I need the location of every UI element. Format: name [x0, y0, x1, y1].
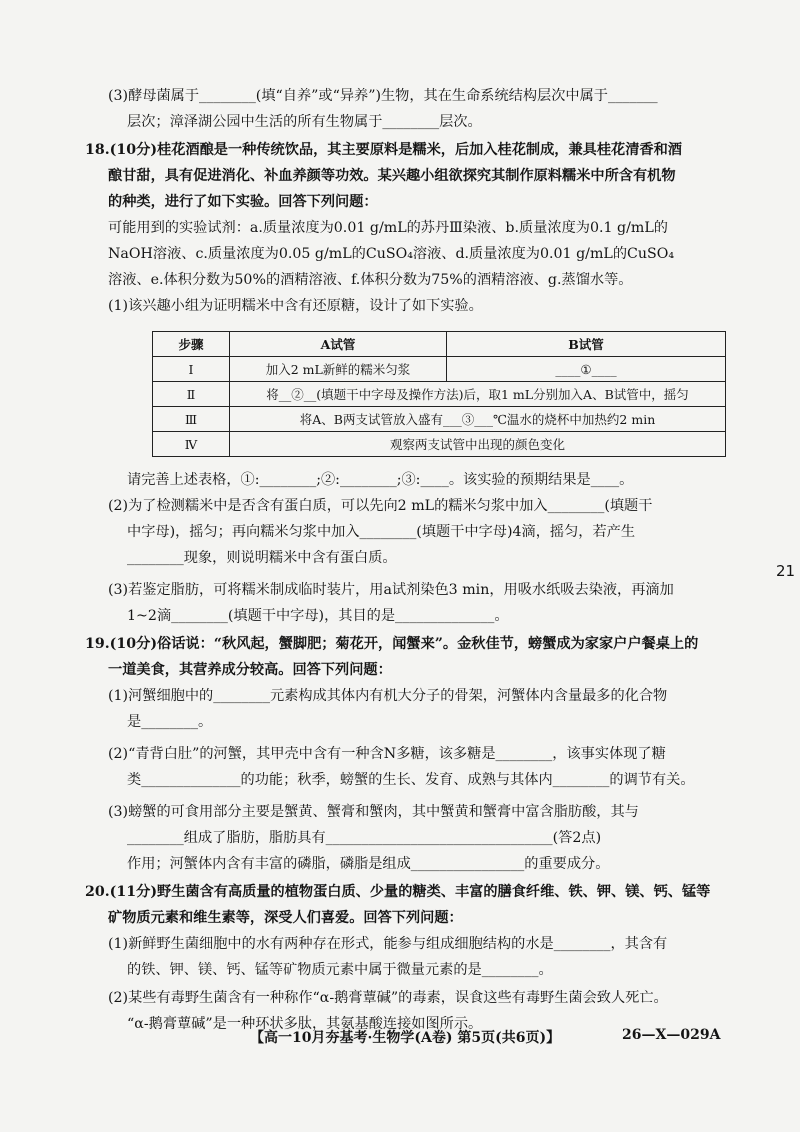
text-line: 20.(11分)野生菌含有高质量的植物蛋白质、少量的糖类、丰富的膳食纤维、铁、钾、镁、钙、锰等	[85, 884, 711, 900]
text-line: NaOH溶液、c.质量浓度为0.05 g/mL的CuSO₄溶液、d.质量浓度为0.01 g/mL的CuSO₄	[108, 246, 675, 262]
step-cell: Ⅲ	[153, 407, 230, 432]
text-line: 19.(10分)俗话说：“秋风起，蟹脚肥；菊花开，闻蟹来”。金秋佳节，螃蟹成为家家户户餐桌上的	[85, 636, 699, 652]
text-line: (2)为了检测糯米中是否含有蛋白质，可以先向2 mL的糯米匀浆中加入________(填题干	[108, 498, 653, 514]
step-cell: Ⅱ	[153, 382, 230, 407]
tube-b-cell: ____①____	[447, 357, 726, 382]
text-line: 1~2滴________(填题干中字母)，其目的是______________。	[127, 608, 509, 624]
text-line: (3)若鉴定脂肪，可将糯米制成临时装片，用a试剂染色3 min，用吸水纸吸去染液，再滴加	[108, 582, 674, 598]
text-line: 可能用到的实验试剂：a.质量浓度为0.01 g/mL的苏丹Ⅲ染液、b.质量浓度为0.1 g/mL的	[108, 220, 668, 236]
text-line: 酿甘甜，具有促进消化、补血养颜等功效。某兴趣小组欲探究其制作原料糯米中所含有机物	[108, 168, 676, 184]
text-line: (3)酵母菌属于________(填“自养”或“异养”)生物，其在生命系统结构层次中属于_______	[108, 88, 658, 104]
table-row	[153, 357, 726, 382]
text-line: 层次；漳泽湖公园中生活的所有生物属于________层次。	[127, 114, 482, 130]
text-line: ________现象，则说明糯米中含有蛋白质。	[127, 550, 397, 566]
footer-code: 26—X—029A	[622, 1027, 721, 1043]
text-line: (1)该兴趣小组为证明糯米中含有还原糖，设计了如下实验。	[108, 298, 483, 314]
table-row	[153, 432, 726, 457]
text-line: 作用；河蟹体内含有丰富的磷脂，磷脂是组成________________的重要成分。	[127, 856, 610, 872]
text-line: 是________。	[127, 714, 213, 730]
header-step: 步骤	[153, 332, 230, 357]
merged-cell: 观察两支试管中出现的颜色变化	[230, 432, 726, 457]
table-header-row	[153, 332, 726, 357]
tube-a-cell: 加入2 mL新鲜的糯米匀浆	[230, 357, 447, 382]
merged-cell: 将__②__(填题干中字母及操作方法)后，取1 mL分别加入A、B试管中，摇匀	[230, 382, 726, 407]
text-line: 的铁、钾、镁、钙、锰等矿物质元素中属于微量元素的是________。	[127, 962, 553, 978]
side-page-marker: 21	[776, 562, 796, 580]
text-line: 请完善上述表格，①:________;②:________;③:____。该实验的预期结果是____。	[127, 472, 634, 488]
text-line: 中字母)，摇匀；再向糯米匀浆中加入________(填题干中字母)4滴，摇匀，若产生	[127, 524, 636, 540]
text-line: (3)螃蟹的可食用部分主要是蟹黄、蟹膏和蟹肉，其中蟹黄和蟹膏中富含脂肪酸，其与	[108, 804, 639, 820]
text-line: “α-鹅膏蕈碱”是一种环状多肽，其氨基酸连接如图所示。	[127, 1016, 483, 1032]
text-line: (1)新鲜野生菌细胞中的水有两种存在形式，能参与组成细胞结构的水是________，其含有	[108, 936, 668, 952]
text-line: 矿物质元素和维生素等，深受人们喜爱。回答下列问题：	[108, 910, 463, 926]
header-tube-a: A试管	[230, 332, 447, 357]
merged-cell: 将A、B两支试管放入盛有___③___℃温水的烧杯中加热约2 min	[230, 407, 726, 432]
step-cell: Ⅳ	[153, 432, 230, 457]
text-line: (2)某些有毒野生菌含有一种称作“α-鹅膏蕈碱”的毒素，误食这些有毒野生菌会致人死亡。	[108, 990, 668, 1006]
step-cell: Ⅰ	[153, 357, 230, 382]
text-line: 类______________的功能；秋季，螃蟹的生长、发育、成熟与其体内________的调节有关。	[127, 772, 695, 788]
text-line: (1)河蟹细胞中的________元素构成其体内有机大分子的骨架，河蟹体内含量最多的化合物	[108, 688, 668, 704]
text-line: 溶液、e.体积分数为50%的酒精溶液、f.体积分数为75%的酒精溶液、g.蒸馏水等。	[108, 272, 633, 288]
text-line: ________组成了脂肪，脂肪具有________________________________(答2点)	[127, 830, 602, 846]
text-line: 18.(10分)桂花酒酿是一种传统饮品，其主要原料是糯米，后加入桂花制成，兼具桂花清香和酒	[85, 142, 682, 158]
text-line: 一道美食，其营养成分较高。回答下列问题：	[108, 662, 392, 678]
text-line: (2)“青背白肚”的河蟹，其甲壳中含有一种含N多糖，该多糖是________，该事实体现了糖	[108, 746, 666, 762]
text-line: 的种类，进行了如下实验。回答下列问题：	[108, 194, 378, 210]
table-row	[153, 407, 726, 432]
experiment-table	[152, 331, 726, 457]
header-tube-b: B试管	[447, 332, 726, 357]
page-footer: 【高一10月夯基考·生物学(A卷) 第5页(共6页)】	[250, 1030, 561, 1046]
table-row	[153, 382, 726, 407]
